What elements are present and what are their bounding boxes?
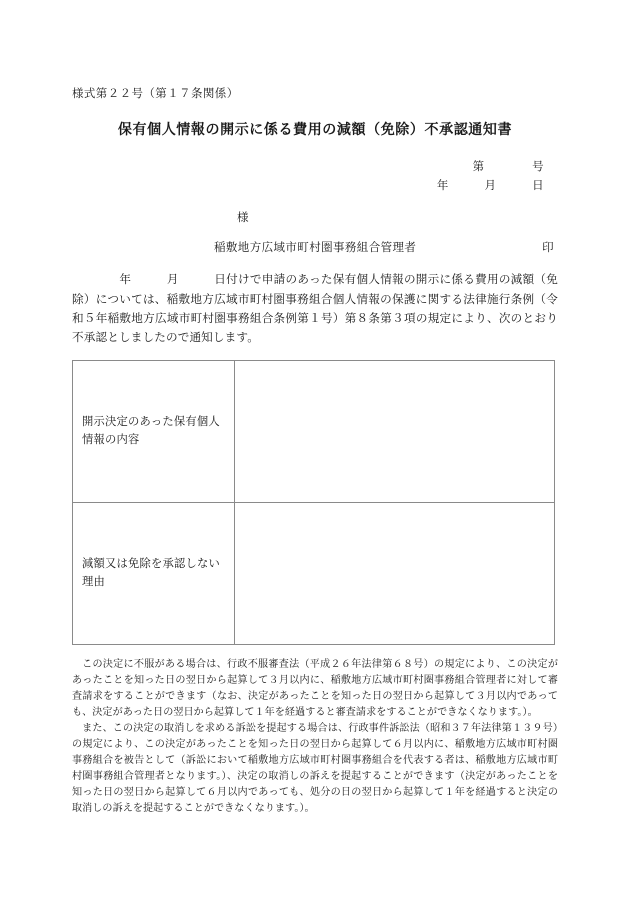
document-content bbox=[72, 86, 558, 817]
body-text: 付けで申請のあった保有個人情報の開示に係る費用の減額（免除）については、稲敷地方広域市町村圏事務組合個人情報の保護に関する法律施行条例（令和５年稲敷地方広域市町村圏事務組合条例第１号）第８条第３項の規定により、次のとおり不承認としましたので通知します。 bbox=[72, 273, 558, 345]
decision-table bbox=[72, 360, 555, 645]
document-meta bbox=[72, 158, 558, 195]
table-label-disclosed-info: 開示決定のあった保有個人情報の内容 bbox=[73, 361, 235, 503]
form-number: 様式第２２号（第１７条関係） bbox=[72, 88, 239, 100]
table-value-disclosed-info[interactable] bbox=[235, 361, 555, 503]
table-value-reason[interactable] bbox=[235, 503, 555, 645]
appeal-note-litigation: また、この決定の取消しを求める訴訟を提起する場合は、行政事件訴訟法（昭和３７年法律第１３９号）の規定により、この決定があったことを知った日の翌日から起算して６月以内に、稲敷地方広域市町村圏事務組合を被告として（訴訟において稲敷地方広域市町村圏事務組合を代表する者は、稲敷地方広域市町村圏事務組合管理者となります。）、決定の取消しの訴えを提起することができます（決定があったことを知った日の翌日から起算して６月以内であっても、処分の日の翌日から起算して１年を経過すると決定の取消しの訴えを提起することができなくなります。）。 bbox=[72, 723, 558, 814]
seal-mark: 印 bbox=[542, 242, 554, 255]
appeal-note-administrative-review: この決定に不服がある場合は、行政不服審査法（平成２６年法律第６８号）の規定により、この決定があったことを知った日の翌日から起算して３月以内に、稲敷地方広域市町村圏事務組合管理者に対して審査請求をすることができます（なお、決定があったことを知った日の翌日から起算して３月以内であっても、決定があった日の翌日から起算して１年を経過すると審査請求をすることができなくなります。）。 bbox=[72, 659, 558, 719]
issuer-name: 稲敷地方広域市町村圏事務組合管理者 bbox=[214, 242, 417, 255]
issuer-row bbox=[72, 239, 558, 255]
table-row bbox=[73, 503, 555, 645]
addressee-line: 様 bbox=[237, 212, 249, 225]
page-title: 保有個人情報の開示に係る費用の減額（免除）不承認通知書 bbox=[117, 123, 513, 139]
appeal-notes bbox=[72, 657, 558, 816]
table-label-reason: 減額又は免除を承認しない理由 bbox=[73, 503, 235, 645]
document-date-line: 年 月 日 bbox=[436, 179, 544, 192]
document-number-line: 第 号 bbox=[472, 161, 544, 174]
table-row bbox=[73, 361, 555, 503]
body-paragraph bbox=[72, 270, 558, 347]
body-date-blank: 年 月 日 bbox=[72, 273, 227, 287]
